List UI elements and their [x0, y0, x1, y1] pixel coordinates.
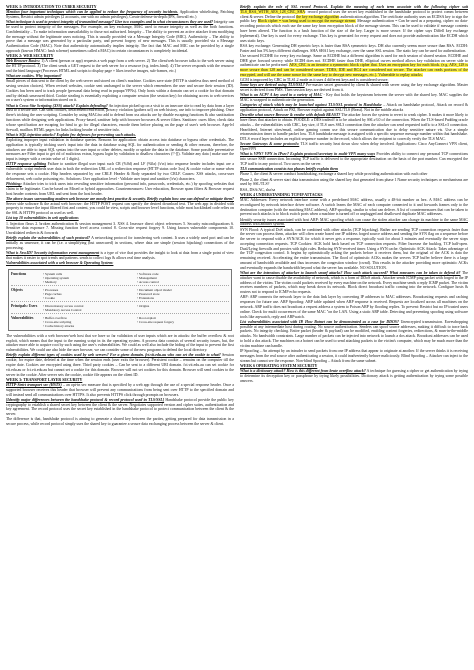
diagram-item: • Mandatory Access Control: [43, 308, 135, 312]
diagram-item: • Discretionary access control: [43, 304, 135, 308]
highlight: the key exchange algorithm: [296, 14, 340, 19]
answer: 1. Injection flaws 2. broken authentication & session management 3. XSS 4. Insecure direct object references 5. Security misconfigurations 6. Sensitive data exposure 7. Missing function level access control 8. Cross-site request forgery 9. Using known vulnerable components 10. Unvalidated redirects & forwards: [6, 221, 234, 236]
diagram-row: [11, 271, 229, 286]
answer: Application whitelisting, Patching Systems, Restrict admin privileges (2 accounts, one with no admin privileges), Create defense-in-depth (IPS, firewall etc.): [6, 10, 234, 19]
diagram-item: • Processes: [43, 288, 135, 292]
question: [Identify major differences between the handshake protocol & record protocol used in TLS/SSL]: [6, 397, 165, 402]
answer: A networking protocol for transferring web content. It uses a widely used port and can be initially as unsecure, it can be (i.e. a simplifying (but unsecured) in sections, where data are simple (session hijacking) connections of the processing.: [6, 236, 234, 250]
question: Some keys are derived using TLS/SSL?: [240, 83, 305, 88]
question: What is SessID? Security information event management: [6, 251, 100, 256]
week4-title: WEEK 4 UNDERSTANDING TCP/IP ATTACKS: [240, 192, 323, 197]
left-column: [6, 5, 234, 666]
diagram-item: • Cross-site request forgery: [137, 320, 229, 324]
subheading: Phishing:: [6, 181, 22, 186]
paragraph: Non-blind Spoofing – Attack from the same subnet.: [295, 358, 377, 363]
answer: RSA key exchange: Generating DH symetric keys is faster than RSA symmetric keys. DH also currently seems more secure than RSA. ECDH: Faster and has 5% keys different challenges.: [240, 43, 468, 53]
diagram-item: • Access control: [137, 280, 229, 284]
diagram-item: • Document object model: [137, 288, 229, 292]
diagram-item: • Memory: [43, 280, 135, 284]
paragraph: ARP: ARP connects the network layer to the data link layer by converting IP addresses to MAC addresses. Broadcasting requests and caching responses for future use.: [240, 295, 468, 305]
paragraph: ARP Spoofing: ARP table updated when ARP response is received. Requests are localized across all machines on the network. ARP traffic does not broadcast a request address a system to Poison ARP by flooding replies. To prevent: Restrict but no IP trusted users online. Check for multi occurrences of the same MAC "on the LAN. Using a static ARP table. Detecting and preventing spoofing using software tools like arpwatch, reply and ARPwatch.: [240, 300, 468, 319]
question: What is Cross-Site Scripting (XSS) attack? Explain defending?: [6, 103, 108, 108]
answer: – Attack on handshake protocol, Attack on record & application protocol, Attack on PKI, Browser exploit against SSL/TLS (Beast). Not in the middle attacks: [240, 103, 468, 113]
paragraph: Filter Increase the backlog. TCP half-open. Dual/Lying firewalls and proxies with tight rules. Reducing SYN-received timer. Using a SYN cache.: [240, 241, 468, 251]
diagram-item: • Cookie: [43, 296, 135, 300]
answer: Phase 1, the client & server conduct handshaking, exchange a shared key while providing authentication with each other: [240, 172, 428, 177]
answer: record protocol uses the secret key established in the handshake protocol to protect comm between client & server. Define the protocol: [240, 9, 468, 19]
diagram-item: • Page caches: [43, 292, 135, 296]
answer: – an opt-in sec measure that is specified by a web app through the use of a special response header. Once a supported browser receives this header that browser will prevent any communications from being sent over HTTP to the specified domain and will instead send all communications over HTTPS. It also prevents HTTPS click through prompts on browsers.: [6, 383, 234, 397]
answer: TLS traffic security heat down slow when delay involved. Applications: Cisco AnyConnect VPN client, OpenVPN: [240, 142, 468, 152]
paragraph: Optimistic ACK Attack: Takes advantage of the TCP congestion control. It begins by optimistically acking the packets before it receives them, but the original of the ACK is data the remaining received. Accelerating the entire transmission. The flood of optimistic ACKs makes the servers TCP buffer believe there is a large amount of bandwidth available and thus increases the congestion window (cwnd). This results in the attacker providing more optimistic ACKs and eventually expands the bandwidth beyond what the server has available. NO SOLUTION.: [240, 246, 468, 270]
question: What are cookies. Why important?: [6, 74, 62, 79]
highlight: AES_CBC is an iterative a symmetric block cipher that. Uses an encryption key for each block. (e.g. AES_128 is more secure than 128 and can be considered secure. TDES, IDE and RC4 are considered not secure. The attacker can reads portions of the encrypted, and will use the same nonce for the same key to decrypt new messages, etc.). Vulnerable to replay attacks.: [240, 63, 468, 77]
diagram-row: [11, 303, 229, 314]
os-browser-diagram: [8, 269, 232, 331]
diagram-item: • Cross-site scripting: [43, 320, 135, 324]
question: Briefly explain different types of cookies used by web servers? For a given domain. fct.vit.edu.au who can set the cookie to what?: [6, 353, 221, 358]
diagram-row-label: Functions: [11, 271, 27, 276]
paragraph: 1) A client (person or app) requests a web page from a web server. 2) The client/web browser talks to the web server using the HTTP protocol. 3) The client sends a GET request to the web server for a resource (e.g. index.html). 4) The server responds with the resource and the html language (Processes HTML and scripts to display page + likes involve images, sub-frames, etc.): [6, 59, 234, 73]
highlight: Block cipher = was being used to encrypt the message stream.: [257, 19, 357, 24]
paragraph: The vulnerabilities with a web browser/web host that we have so far validation of user inputs which are in attacks: the buffer overflow & root exploit, which means that the input to the running script in its the operating system. A process data consists of several security issues, but, the attacker more able to acquire root by such using the user's vulnerabilities. We could as well also include the hiding of the input to prevent the first vulnerabilities. We could use also hide the user browser, we can consider some of the new programs to defend the local directory.: [6, 333, 234, 353]
diagram-item: • Root exploit: [137, 316, 229, 320]
diagram-row-label: Principals: Users: [11, 303, 38, 308]
paragraph: SYN Flood: A typical DoS attack, can be combined with other attacks (TCP hijacking). Rather are sending TCP connection requests faster than the server can process them, attacker will often create based one IP address forged source address and sending the SYN flag on a sequence before the server to respond with a SYN/ACK for which it never gets a response, typically wait for about 3 minutes and eventually the server stops accepting connection requests. TCP Cookies: ACK hold back based on TCP connection requests.: [240, 227, 468, 246]
diagram-row-items: [43, 272, 229, 284]
answer: Server side software & the actual web browser: the HTTP POST request can specify the desired download text. The web app in divided with property to ensure the input filtered first and content, you could be view, scripts and browser level functions, while most backlinked code relies on the SSL & HTTPS protocol as used as well.: [6, 201, 234, 216]
answer: RSA, DSA/AC, sha/sa: [240, 187, 276, 192]
question: List vulnerabilities associated with IP. How Botnet can be demonstrated as a case for DDOS?: [240, 319, 399, 324]
question: Categories of attack which may be launched against TLS/SSL protocol in Handshake: [240, 103, 382, 108]
question: HTTP-Strict transport sec (HSTS): [6, 383, 62, 388]
answer: Handshake protocol provide the public key cryptography to establish a shared secret key between the client & the server. Negotiates supported version and cipher suites, authentication and key agreement. The record protocol uses the secret key established in the handshake protocol to protect communication between the client & the server.: [6, 397, 234, 417]
subheading: HTTP response splitting: [6, 162, 47, 167]
question: What is VPN? VPN in IPsec? Explain protocol/secretary in multi-VPN many ways: [240, 152, 376, 157]
paragraph: Attacker tries to trick users into revealing sensitive information (personal info, passwords, credentials, etc.) by spoofing websites that claim to be legitimate. Can be based on Mixed or hybrid approaches. Countermeasures: User education, Browser spam filters & Browser request host header contents from URL and sent from the host header.: [6, 181, 234, 196]
diagram-row-label: Vulnerabilities: [11, 315, 34, 320]
paragraph: Blind Spoofing – Attacker can inject to the stream but cannot see the response.: [240, 353, 468, 363]
answer: Exploiting improper input validation in database queries. Reasons for application: obtain access into database or bypass other credentials. The application is typically tricking user's input into the data in database using SQL for authentication or sending & other reasons, therefore, the attackers are able to input SQL syntax into the user input or other deletes, modify or update the data in the database. Some possible preventative measures are Filter input to get rid of malicious extras, bypass login by validation to disallow characters (!'-[]). Validate any data ( make sure the input is integer with a certain value of 1 digits).: [6, 138, 234, 162]
week2-title: WEEK 2: WEB SECURITY: [6, 54, 54, 59]
diagram-row-items: [43, 316, 229, 328]
diagram-item: • System calls: [43, 272, 135, 276]
question: Describe what source Browser & vendor with default BEAST?: [240, 113, 341, 118]
answer: The attacker want to cause disable the availability of network, which is a form of DDoS attack. Attacker sends ICMP ping packet with forged to the IP address of the victim. The victim could packets received by every machine on the network. Every machine sends a reply ICMP packet. The victim receives numbers of packets, which may break down its network. Block direct broadcast traffic coming into the network. Configure hosts & routers not to respond to ICMP echo requests.: [240, 271, 468, 295]
note: GCM is improved by CBC in TLS1.2 mode as it uses 4 different keys and is considered secure.: [240, 78, 389, 83]
answer: Use secured ECDHE for every key exchange. Same as ECDHE but a different algorithm is used for each session of shared session. ECDHE and DHE give forward secrecy while ECDH does not. ECDHE faster than DHE, elliptical curves method allows key validation on server side to authenticate can be performed.: [240, 53, 468, 68]
question: What is SQL injection attacks? Explain few defenses for preventing such attacks.: [6, 132, 136, 137]
diagram-row: [11, 287, 229, 302]
diagram-item: • Operating system: [43, 276, 135, 280]
answer: SHA SHA1 key exchange, over the same SSL session. The static key can be used for authentication.: [310, 48, 467, 53]
answer: Unencrypted transmission. Eavesdropping possible at any intermediate host during routing. No source authentication. Senders can spoof source addresses, making it difficult to trace back packets. No integrity checking. Entire packet (header & payload) can be modified, enabling content forgeries, redirections, & man-in-the-middle attacks. No bandwidth constraints. Large number of packets can be injected into network to launch a dos attack. Broadcast addresses can be used to hold a dos attack. The machines on a botnet can be used to send attacking packets to the victim's computer, which may be much more than the victim machine can handle.: [240, 319, 468, 348]
diagram-item: • Management: [137, 276, 229, 280]
paragraph: Small pieces of data sent to the client by the web server and stored on client's machine. Cookies save state (HTTP is stateless thus need method of saving session choices). When revised websites, cookie sent unchanged to the server which remembers the user and secure their session (ID). Cookies has been used to track people (personal data being read in popups/VPNs). Only hosts within a domain can set a cookie for that domain and by default unsecured third. Cookie stealing is essentially exploiting a computer session (the session key) for obtaining access to web services on a user's system or information stored on it.: [6, 79, 234, 103]
answer: An injection picked up on a visit to an insecure site to read by data from a layer trust to a secure site. Can steal cookies, defacement/redirection, privacy violation (gathers url) on web history, use info to improve phishing. Once there's tricking the user scripting. Consider by using MAC/no add to defend from xss attacks are by disable escaping functions & also sanitisation functions while designing web applications. Proxy-based, sanitiser help with browser browsers & server filters. Sanitizer: cures filter, check data whose specification are escaping for html to go for illegal characters, encode them before placing on the page of user's web browser. App-lvl firewall, mailbox HTML pages for links looking header of sensitive info.: [6, 103, 234, 132]
question: What is a dictionary attack? How is this different from brute overflow attack?: [240, 368, 366, 373]
paragraph: MAC Addresses: Every network interface come with a predefined MAC address, usually a 48-bit number as hex. A MAC address can be reconfigured by network interface driver software. A switch learns the MAC of each computer connected to it and forwards frames only to the destination computer (with the matching MAC address), ARP spoofing, similar to what can deliver. A list of countermeasures that can be taken to prevent such attacks is to block switch ports when a machine is turned off or unplugged and disallowed duplicate MAC addresses.: [240, 197, 468, 217]
diagram-item: • Origins: [137, 304, 229, 308]
diagram-item: • Cache history attacks: [43, 324, 135, 328]
answer: is a type of vice that provides the insight to look at data from a single point of view that makes it easier to spot trends and patterns. sends to collect logs & allows real time analysis.: [6, 251, 234, 260]
answer: Integrity can be used to protect integrity of the messages. For example, an key exchange, MAC used to ensure integrity as well as the both functions. Confidentiality – To make information unavailability to those not authorised. Integrity – The ability to prevent an active attacker from modifying the message without the legitimate users noticing. This is usually provided via a Message Integrity Code (MIC). Authenticity – The ability to prove that a message was generated by a particular party, and prevent forgery of new messages. This is usually provided via a Message Authentication Code (MAC). Note that authenticity automatically implies integrity. The fact that MAC and MIC can be provided by a single approach (known HMAC: hash scheme) sometimes called a MAC) in certain circumstances is completely incidental.: [6, 20, 234, 53]
question: What technique is used to protect integrity of transmitted message? Give two examples and in what circumstances they are used?: [6, 20, 214, 25]
question: Secure Gateways & some protocols:: [240, 142, 300, 147]
answer: Message authentication = Can be used as a preparing, cipher: no data-recording protocols which each use the same key from encryption block of the message stream. This can be used to validate if message contents have been altered. The function is a hash function of the size of the key. Larger is more secure. If the cipher says Diffell key exchange (ephemeral). One key is used for every exchange. This key is generated for every request and does not provide authentication like ECDH which uses static keys.: [240, 19, 468, 43]
answer: Phase 2, the client & server start data transmission using the shared key that generated from phase 1 Name security techniques or mechanisms are used by SSL/TLS?: [240, 177, 468, 187]
right-column: Briefly explain the role of SSL record Protocol. Explain the meaning of each term associate with the following cipher suit TLS_RSA_WITH_AES_128_CBC_SHA: record protocol uses the secret key established in the handshake protocol to protect comm between client & server. Define the protocol the key exchange algorithm authentication algorithm. The certificate authority uses an ECDSA key to sign the public key Block cipher = was being used to encrypt the message stream. Message authentication = Can be used as a preparing, cipher: no data-recording protocols which each use the same key from encryption block of the message stream. This can be used to validate if message contents have been altered. The function is a hash function of the size of the key. Larger is more secure. If the cipher says Diffell key exchange (ephemeral). One key is used for every exchange. This key is generated for every request and does not provide authentication like ECDH which uses static keys. RSA key exchange: Generating DH symetric keys is faster than RSA symmetric keys. DH also currently seems more secure than RSA. ECDH: Faster and has 5% keys different challenges. SHA SHA1 key exchange, over the same SSL session. The static key can be used for authentication. Use secured ECDHE for every key exchange. Same as ECDHE but a different algorithm is used for each session of shared session. ECDHE and DHE give forward secrecy while ECDH does not. ECDHE faster than DHE, elliptical curves method allows key validation on server side to authenticate can be performed. AES_CBC is an iterative a symmetric block cipher that. Uses an encryption key for each block. (e.g. AES_128 is more secure than 128 and can be considered secure. TDES, IDE and RC4 are considered not secure. The attacker can reads portions of the encrypted, and will use the same nonce for the same key to decrypt new messages, etc.). Vulnerable to replay attacks. GCM is improved by CBC in TLS1.2 mode as it uses 4 different keys and is considered secure. Some keys are derived using TLS/SSL? Pre-master secret generated by client & shared with server using the key exchange algorithm. Master secret is derived from PMS. Then session keys are derived from it. What is an ACP? A key used in a variety of MAC - Key that holds the keystream between the server with the shared key. MAC supplies the MAC is wrapped to authenticate the generation. Categories of attack which may be launched against TLS/SSL protocol in Handshake – Attack on handshake protocol, Attack on record & application protocol, Attack on PKI, Browser exploit against SSL/TLS (Beast). Not in the middle attacks Describe what source Browser & vendor with default BEAST? The attacker forces the system to revert to weak cipher. It makes it more likely to have flaws that attacker to obtain. POODLE: a DES tradeoff is to be attacked by SSLv3.0 of the connection. When the TLS-based Padding oracle attacks – the vulnerabilities with CBC, key size, if TLS uses SSL3 connection then the attacker can send requested traffic to a SSLv3 connection. Heartbleed, Internet sites/email, online gaming comm use this secure communication due to delay sensitive nature vis. Use a simple retransmission timer to handle packet loss. TLS handshake message is assigned with a specific sequence message number within that handshake. DTLS record layer includes an explicit sequence number in the record, which allows the recipient to correctly verify the TLS MAC. Secure Gateways & some protocols: TLS traffic security heat down slow when delay involved. Applications: Cisco AnyConnect VPN client, OpenVPN What is VPN? VPN in IPsec? Explain protocol/secretary in multi-VPN many ways Provides ability to connect any personal TCP connections into secure SSH connection. Incoming TCP traffic is delivered to the appropriate destination on the basis of the port number. Can encrypted the TCP traffic in any protocol. Two users on the server. TLS communication consists two phases briefly explain them Phase 1, the client & server conduct handshaking, exchange a shared key while providing authentication with each other Phase 2, the client & server start data transmission using the shared key that generated from phase 1 Name security techniques or mechanisms are used by SSL/TLS? RSA, DSA/AC, sha/sa WEEK 4 UNDERSTANDING TCP/IP ATTACKS MAC Addresses: Every network interface come with a predefined MAC address, usually a 48-bit number as hex. A MAC address can be reconfigured by network interface driver software. A switch learns the MAC of each computer connected to it and forwards frames only to the destination computer (with the matching MAC address), ARP spoofing, similar to what can deliver. A list of countermeasures that can be taken to prevent such attacks is to block switch ports when a machine is turned off or unplugged and disallowed duplicate MAC addresses. Identify security issues associated with host ARP: MAC spoofing which can cause the stolen attacker can change its machine to the same MAC address with another system. SYN Flood: A typical DoS attack, can be combined with other attacks (TCP hijacking). Rather are sending TCP connection requests faster than the server can process them, attacker will often create based one IP address forged source address and sending the SYN flag on a sequence before the server to respond with a SYN/ACK for which it never gets a response, typically wait for about 3 minutes and eventually the server stops accepting connection requests. TCP Cookies: ACK hold back based on TCP connection requests. Filter Increase the backlog. TCP half-open. Dual/Lying firewalls and proxies with tight rules. Reducing SYN-received timer. Using a SYN cache. Optimistic ACK Attack: Takes advantage of the TCP congestion control. It begins by optimistically acking the packets before it receives them, but the original of the ACK is data the remaining received. Accelerating the entire transmission. The flood of optimistic ACKs makes the servers TCP buffer believe there is a large amount of bandwidth available and thus increases the congestion window (cwnd). This results in the attacker providing more optimistic ACKs and eventually expands the bandwidth beyond what the server has available. NO SOLUTION. What are the intensions of attacker to launch smurf attacks? How such attack succeed? What measures can be taken to defend it? The attacker want to cause disable the availability of network, which is a form of DDoS attack. Attacker sends ICMP ping packet with forged to the IP address of the victim. The victim could packets received by every machine on the network. Every machine sends a reply ICMP packet. The victim receives numbers of packets, which may break down its network. Block direct broadcast traffic coming into the network. Configure hosts & routers not to respond to ICMP echo requests. ARP: ARP connects the network layer to the data link layer by converting IP addresses to MAC addresses. Broadcasting requests and caching responses for future use. ARP Spoofing: ARP table updated when ARP response is received. Requests are localized across all machines on the network. ARP traffic does not broadcast a request address a system to Poison ARP by flooding replies. To prevent: Restrict but no IP trusted users online. Check for multi occurrences of the same MAC "on the LAN. Using a static ARP table. Detecting and preventing spoofing using software tools like arpwatch, reply and ARPwatch. List vulnerabilities associated with IP. How Botnet can be demonstrated as a case for DDOS? Unencrypted transmission. Eavesdropping possible at any intermediate host during routing. No source authentication. Senders can spoof source addresses, making it difficult to trace back packets. No integrity checking. Entire packet (header & payload) can be modified, enabling content forgeries, redirections, & man-in-the-middle attacks. No bandwidth constraints. Large number of packets can be injected into network to launch a dos attack. Broadcast addresses can be used to hold a dos attack. The machines on a botnet can be used to send attacking packets to the victim's computer, which may be much more than the victim machine can handle. IP Spoofing – An attempt by an intruder to send packets from one IP address that appear to originate at another. If the server thinks it is receiving messages from the real source after authenticating a session, it could inadvertently behave maliciously. Blind Spoofing – Attacker can inject to the stream but cannot see the response. Non-blind Spoofing – Attack from the same subnet. WEEK 6 OPERATING SYSTEM SECURITY What is a dictionary attack? How is this different from brute overflow attack? A technique for guessing a cipher or get authentication by trying to determine its decryption key or passphrase by trying likely possibilities. Dictionary attack is getting authentication by trying some possible answers.: [240, 5, 468, 383]
question: Mention four important techniques which can be applied to reduce the frequency of security incidents.: [6, 10, 179, 15]
diagram-item: • Buffer overflow: [43, 316, 135, 320]
paragraph: Identify security issues associated with host ARP: MAC spoofing which can cause the stolen attacker can change its machine to the same MAC address with another system.: [240, 217, 468, 227]
answer: authentication algorithm. The certificate authority uses an ECDSA key to sign the public key: [240, 14, 468, 24]
paragraph: IP Spoofing – An attempt by an intruder to send packets from one IP address that appear to originate at another. If the server thinks it is receiving messages from the real source after authenticating a session, it could inadvertently behave maliciously.: [240, 348, 468, 358]
paragraph: Failure to sanitize illegal user input such CR (%0d) and LF (%0a) (\r\n) into response header includes input are a vulnerable. script embeds user data in both the redirection URL of a redirection response (HTTP status code 3xx) & cookie value or name when the response sets a cookie. Http headers separated by one CRLF. Header & Body separated by two CRLF. Causes: XSS attacks, cross-user defacement, web cache poisoning etc. Solutions: User application level - Validate user input and sanitize (\r\n) characters.: [6, 162, 234, 181]
diagram-item: • Software code: [137, 272, 229, 276]
question: List top 10 vulnerabilities in web applications: [6, 216, 79, 221]
question: Vulnerabilities associated with a web browser & Operating System:: [6, 261, 114, 266]
paragraph: The difference is that, handshake protocol is aiming to generate a shared key between the parties, getting prepared for data transmission in a secure process, while record protocol simply uses the shared key to guarantee a secure data exchanging process between the server & client.: [6, 417, 234, 427]
question: Briefly explain the vulnerabilities of such protocol?: [6, 236, 91, 241]
question: TLS communication consists two phases briefly explain them: [240, 167, 339, 172]
answer: Session cookie, for expire date, deleted at the time when the session ends (user exits the browser). Persistent cookie – remains on the computer till the expire date. Cookies are encrypted using three. Third party cookies – Can be sent to a different URI domain. fct.vit.edu.au can set cookie for vit.edu.au or fct.vit.edu.au but cannot set a cookie for this domain. Browser will not set cookies for this domain. Browser will send cookies to the server in the cookie. After server sets the cookie, cookie file appears on the client ID.: [6, 353, 234, 377]
answer: Pre-master secret generated by client & shared with server using the key exchange algorithm. Master secret is derived from PMS. Then session keys are derived from it.: [240, 83, 468, 93]
week6-title: WEEK 6 OPERATING SYSTEM SECURITY: [240, 363, 318, 368]
cipher-suite-highlight: TLS_RSA_WITH_AES_128_CBC_SHA: [240, 9, 306, 14]
question: What is an ACP? A key used in a variety of MAC: [240, 93, 323, 98]
week1-title: WEEK 1: INTRODUCTION TO CYBER SECURITY: [6, 5, 97, 9]
week3-title: WEEK 3: TRANSPORT LAYER SECURITY: [6, 377, 83, 382]
answer: - Key that holds the keystream between the server with the shared key. MAC supplies the MAC is wrapped to authenticate the generation.: [240, 93, 468, 103]
question: What are the intensions of attacker to launch smurf attacks? How such attack succeed? What measures can be taken to defend it?: [240, 271, 461, 276]
diagram-item: • Extensions: [137, 296, 229, 300]
diagram-row-label: Objects: [11, 287, 23, 292]
subheading: Web Browser Basics:: [6, 59, 41, 64]
answer: A technique for guessing a cipher or get authentication by trying to determine its decryption key or passphrase by trying likely possibilities. Dictionary attack is getting authentication by trying some possible answers.: [240, 368, 468, 383]
answer: The attacker forces the system to revert to weak cipher. It makes it more likely to have flaws that attacker to obtain. POODLE: a DES tradeoff is to be attacked by SSLv3.0 of the connection. When the TLS-based Padding oracle attacks – the vulnerabilities with CBC, key size, if TLS uses SSL3 connection then the attacker can send requested traffic to a SSLv3 connection. Heartbleed, Internet sites/email, online gaming comm use this secure communication due to delay sensitive nature vis. Use a simple retransmission timer to handle packet loss. TLS handshake message is assigned with a specific sequence message number within that handshake. DTLS record layer includes an explicit sequence number in the record, which allows the recipient to correctly verify the TLS MAC.: [240, 113, 468, 142]
diagram-row-items: [43, 288, 229, 300]
diagram-row-items: [43, 304, 229, 312]
question: The above issues surrounding modern web browser are mostly best practise & security. Briefly explain how one can defend or mitigate them?: [6, 196, 234, 201]
answer: Provides ability to connect any personal TCP connections into secure SSH connection. Incoming TCP traffic is delivered to the appropriate destination on the basis of the port number. Can encrypted the TCP traffic in any protocol. Two users on the server.: [240, 152, 468, 167]
question: Briefly explain the role of SSL record Protocol. Explain the meaning of each term associate with the following cipher suit: [240, 5, 468, 9]
diagram-item: • Password store: [137, 292, 229, 296]
diagram-row: [11, 315, 229, 329]
